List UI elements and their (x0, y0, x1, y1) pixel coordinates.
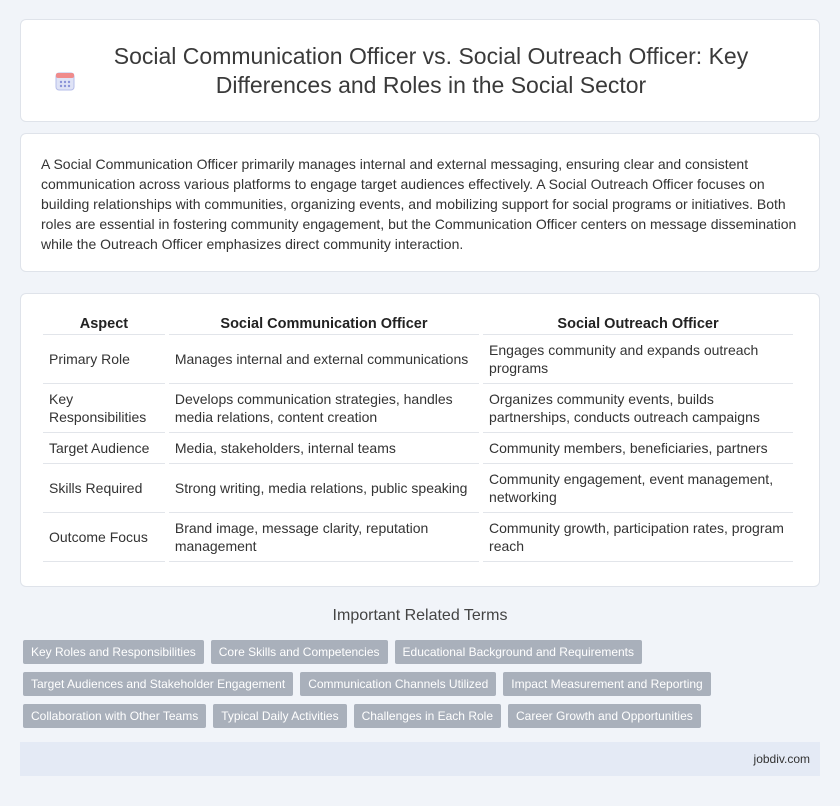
row-outreach-value: Community growth, participation rates, program reach (483, 513, 793, 562)
row-communication-value: Manages internal and external communications (169, 335, 479, 384)
row-aspect: Outcome Focus (43, 513, 165, 562)
related-term-tag[interactable]: Key Roles and Responsibilities (23, 640, 204, 664)
header-communication-officer: Social Communication Officer (169, 310, 479, 335)
table-row (43, 384, 793, 433)
title-card (20, 19, 820, 122)
row-aspect: Skills Required (43, 464, 165, 513)
header-outreach-officer: Social Outreach Officer (483, 310, 793, 335)
intro-paragraph: A Social Communication Officer primarily manages internal and external messaging, ensuring clear and consistent communication across various platforms to engage target audiences effectively. A Social Outreach Officer focuses on building relationships with communities, organizing events, and mobilizing support for social programs or initiatives. Both roles are essential in fostering community engagement, but the Communication Officer centers on message dissemination while the Outreach Officer emphasizes direct community interaction. (41, 156, 797, 252)
comparison-card (20, 293, 820, 587)
row-communication-value: Strong writing, media relations, public speaking (169, 464, 479, 513)
row-outreach-value: Community members, beneficiaries, partners (483, 433, 793, 464)
row-aspect: Key Responsibilities (43, 384, 165, 433)
tag-row (23, 672, 823, 696)
table-header-row (43, 310, 793, 335)
intro-card (20, 133, 820, 272)
page-title: Social Communication Officer vs. Social Outreach Officer: Key Differences and Roles in the Social Sector (113, 42, 749, 98)
row-aspect: Primary Role (43, 335, 165, 384)
table-row (43, 433, 793, 464)
row-aspect: Target Audience (43, 433, 165, 464)
tag-row (23, 704, 823, 728)
row-outreach-value: Organizes community events, builds partnerships, conducts outreach campaigns (483, 384, 793, 433)
related-term-tag[interactable]: Target Audiences and Stakeholder Engagement (23, 672, 293, 696)
related-terms-tags (23, 640, 823, 736)
row-outreach-value: Community engagement, event management, networking (483, 464, 793, 513)
related-term-tag[interactable]: Educational Background and Requirements (395, 640, 642, 664)
related-term-tag[interactable]: Challenges in Each Role (354, 704, 501, 728)
related-terms-heading: Important Related Terms (332, 607, 508, 624)
header-aspect: Aspect (43, 310, 165, 335)
related-term-tag[interactable]: Core Skills and Competencies (211, 640, 388, 664)
related-term-tag[interactable]: Impact Measurement and Reporting (503, 672, 710, 696)
comparison-table (39, 310, 797, 562)
related-term-tag[interactable]: Career Growth and Opportunities (508, 704, 701, 728)
row-communication-value: Brand image, message clarity, reputation management (169, 513, 479, 562)
calendar-icon (54, 70, 76, 92)
table-row (43, 513, 793, 562)
table-row (43, 335, 793, 384)
table-row (43, 464, 793, 513)
row-communication-value: Media, stakeholders, internal teams (169, 433, 479, 464)
related-term-tag[interactable]: Typical Daily Activities (213, 704, 346, 728)
footer-site-link[interactable]: jobdiv.com (753, 752, 810, 766)
related-term-tag[interactable]: Communication Channels Utilized (300, 672, 496, 696)
footer (20, 742, 820, 776)
row-communication-value: Develops communication strategies, handles media relations, content creation (169, 384, 479, 433)
tag-row (23, 640, 823, 664)
title-wrap (60, 42, 780, 100)
row-outreach-value: Engages community and expands outreach programs (483, 335, 793, 384)
related-term-tag[interactable]: Collaboration with Other Teams (23, 704, 206, 728)
